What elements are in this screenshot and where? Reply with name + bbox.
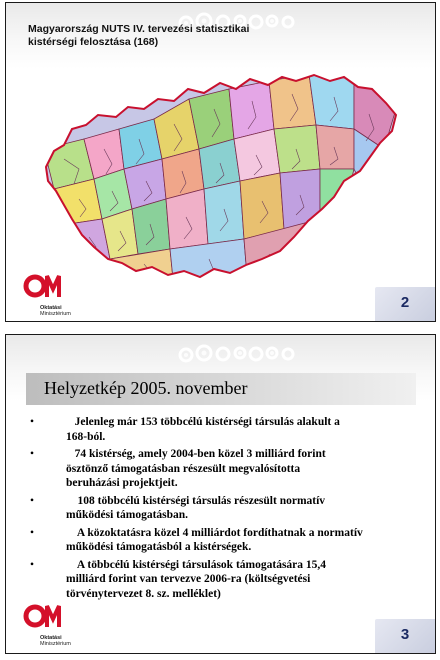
- bullet-text: működési támogatásból a kistérségek.: [66, 541, 252, 553]
- list-item: [26, 558, 398, 602]
- decorative-dots: [176, 341, 306, 367]
- bullet-text: Jelenleg már 153 többcélú kistérségi társulás alakult a: [66, 416, 340, 428]
- om-logo: [22, 271, 71, 317]
- slide-title: [28, 23, 328, 49]
- bullet-list: [26, 415, 398, 604]
- bullet-icon: •: [30, 416, 35, 428]
- list-item: [26, 415, 398, 444]
- slide-3: [5, 334, 436, 654]
- bullet-text: A közoktatásra közel 4 milliárdot fordíthatnak a normatív: [66, 526, 363, 539]
- bullet-text: ösztönző támogatásban részesült megvalósította: [66, 462, 301, 475]
- title-line: Magyarország NUTS IV. tervezési statisztikai: [28, 23, 250, 35]
- bullet-text: 168-ból.: [66, 430, 106, 443]
- logo-text-line1: Oktatási: [40, 305, 62, 311]
- om-logo-icon: [22, 601, 66, 635]
- list-item: [26, 494, 398, 523]
- title-bar: [26, 373, 416, 405]
- bullet-text: működési támogatásban.: [66, 509, 189, 521]
- list-item: [26, 447, 398, 491]
- page-number: 3: [400, 626, 410, 643]
- list-item: [26, 526, 398, 555]
- logo-text-line2: Minisztérium: [40, 641, 71, 647]
- bullet-icon: •: [30, 448, 35, 460]
- page-number-box: [375, 619, 435, 653]
- title-line: kistérségi felosztása (168): [28, 36, 159, 48]
- bullet-icon: •: [30, 494, 35, 507]
- bullet-icon: •: [30, 526, 35, 539]
- bullet-text: 74 kistérség, amely 2004-ben közel 3 milliárd forint: [66, 448, 326, 460]
- hungary-subregion-map: [24, 59, 414, 299]
- page-number: 2: [400, 294, 410, 311]
- bullet-icon: •: [30, 558, 35, 571]
- bullet-text: milliárd forint van tervezve 2006-ra (költségvetési: [66, 573, 311, 585]
- logo-text-line2: Minisztérium: [40, 311, 71, 317]
- slide-2: [5, 2, 436, 322]
- bullet-text: törvénytervezet 8. sz. melléklet): [66, 587, 221, 600]
- om-logo-icon: [22, 271, 66, 305]
- bullet-text: beruházási projektjeit.: [66, 477, 178, 489]
- bullet-text: A többcélú kistérségi társulások támogatására 15,4: [66, 558, 327, 571]
- page-number-box: [375, 287, 435, 321]
- logo-text-line1: Oktatási: [40, 635, 62, 641]
- slide-title: Helyzetkép 2005. november: [44, 378, 248, 398]
- bullet-text: 108 többcélú kistérségi társulás részesült normatív: [66, 494, 326, 507]
- om-logo: [22, 601, 71, 647]
